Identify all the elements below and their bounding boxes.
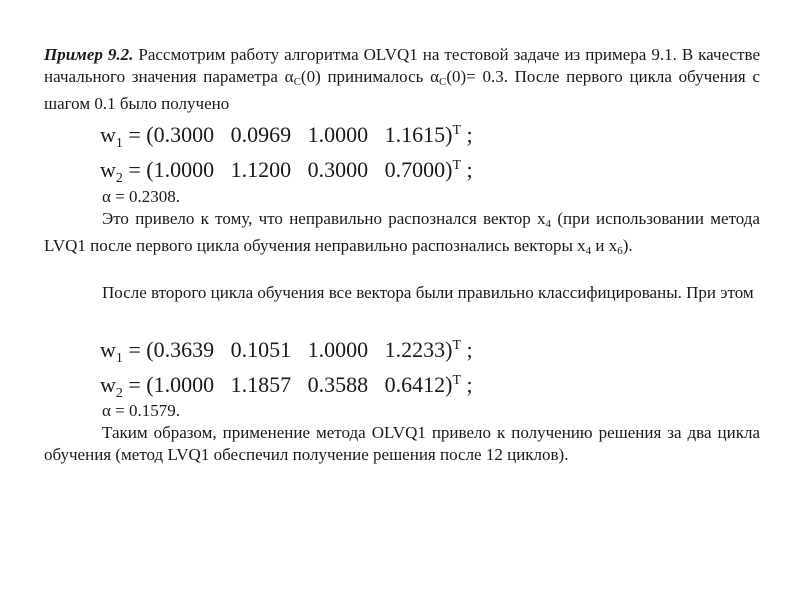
alpha-subscript: C: [293, 76, 301, 88]
intro-text-3: (0)= 0.3. После первого цикла обучения с шагом 0.1 было получено: [44, 67, 760, 113]
equation-w1-first: $w_1 = (0.3000$ 0.0969 1.0000 1.1615)$^T$ ;: [100, 122, 473, 151]
alpha-value-second: α = 0.1579.: [102, 401, 180, 420]
paragraph-intro: [44, 44, 760, 115]
example-title: Пример 9.2.: [44, 45, 134, 64]
paragraph-second-cycle: После второго цикла обучения все вектора были правильно классифицированы. При этом: [102, 283, 754, 302]
intro-text-2: (0) принималось α: [300, 67, 439, 86]
paragraph-misclassified: Это привело к тому, что неправильно распознался вектор $x_4$ (при использовании метода LVQ1 после первого цикла обучения неправильно распознались векторы $x_4$ и $x_6$).: [44, 209, 760, 257]
equation-w2-second: $w_2 = (1.0000$ 1.1857 0.3588 0.6412)$^T$ ;: [100, 372, 473, 401]
alpha-value-first: α = 0.2308.: [102, 187, 180, 206]
intro-text: Рассмотрим работу алгоритма OLVQ1 на тестовой задаче из примера 9.1. В качестве начального значения параметра α: [44, 45, 760, 86]
equation-w2-first: $w_2 = (1.0000$ 1.1200 0.3000 0.7000)$^T$ ;: [100, 157, 473, 186]
alpha-subscript-2: C: [439, 76, 447, 88]
paragraph-conclusion: Таким образом, применение метода OLVQ1 привело к получению решения за два цикла обучения (метод LVQ1 обеспечил получение решения после 12 циклов).: [44, 423, 760, 464]
equation-w1-second: $w_1 = (0.3639$ 0.1051 1.0000 1.2233)$^T$ ;: [100, 337, 473, 366]
